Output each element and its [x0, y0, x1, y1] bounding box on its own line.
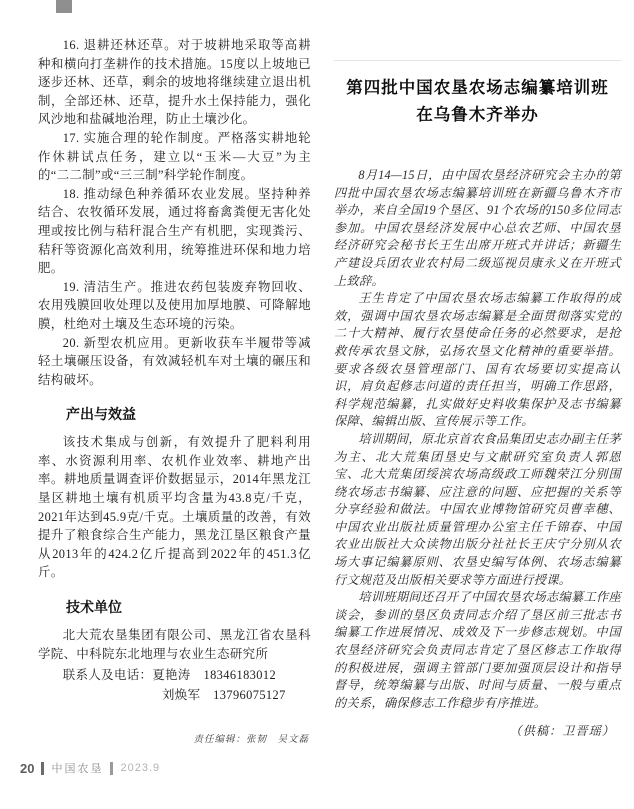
- article-title-line1: 第四批中国农垦农场志编纂培训班: [346, 79, 609, 97]
- paragraph: 20. 新型农机应用。更新收获车半履带等减轻土壤碾压设备，有效减轻机车对土壤的碾压和结构破坏。: [38, 335, 311, 387]
- section-heading-technical-unit: 技术单位: [66, 599, 122, 616]
- right-column-article: [334, 60, 621, 739]
- paragraph: 16. 退耕还林还草。对于坡耕地采取等高耕种和横向打垄耕作的技术措施。15度以上坡地已逐步还林、还草，剩余的坡地将继续建立退出机制，全部还林、还草，提升水土保持能力，强化风沙地和盐碱地治理，防止土壤沙化。: [38, 38, 311, 127]
- article-top-rule: [334, 60, 621, 61]
- section-heading-output-benefits: 产出与效益: [66, 406, 136, 423]
- article-body: [334, 167, 621, 739]
- footer-divider-bar: [110, 762, 113, 775]
- paragraph: 17. 实施合理的轮作制度。严格落实耕地轮作休耕试点任务，建立以“玉米—大豆”为主的“二二制”或“三三制”科学轮作制度。: [38, 130, 311, 183]
- article-title: [334, 75, 621, 129]
- contributor-byline: （供稿：卫晋瑶）: [509, 724, 615, 739]
- page-footer: [20, 760, 160, 776]
- issue-number: 2023.9: [120, 762, 161, 774]
- article-title-line2: 在乌鲁木齐举办: [416, 106, 539, 124]
- footer-divider-bar: [41, 762, 44, 775]
- paragraph: 19. 清洁生产。推进农药包装废弃物回收、农用残膜回收处理以及使用加厚地膜、可降解地膜，杜绝对土壤及生态环境的污染。: [38, 279, 311, 331]
- page-corner-mark: [56, 0, 72, 13]
- contact-line: 联系人及电话：夏艳涛 18346183012: [62, 668, 277, 683]
- technical-unit-organizations: 北大荒农垦集团有限公司、黑龙江省农垦科学院、中科院东北地理与农业生态研究所: [38, 628, 311, 662]
- paragraph: 18. 推动绿色种养循环农业发展。坚持种养结合、农牧循环发展，通过将畜禽粪便无害化处理或按比例与秸秆混合生产有机肥，实现粪污、秸秆等资源化高效利用，统筹推进环保和地力培肥。: [38, 186, 311, 276]
- page-number: 20: [20, 760, 35, 776]
- paragraph: 培训期间，原北京首农食品集团史志办副主任茅为主、北大荒集团垦史与文献研究室负责人郭恩宝、北大荒集团绥滨农场高级政工师魏荣江分别围绕农场志书编纂、应注意的问题、应把握的关系等分享经验和做法。中国农业博物馆研究员曹幸穗、中国农业出版社质量管理办公室主任千锦春、中国农业出版社大众读物出版分社社长王庆宁分别从农场大事记编纂原则、农垦史编写体例、农场志编纂行文规范及出版相关要求等方面进行授课。: [334, 431, 621, 587]
- paragraph: 该技术集成与创新，有效提升了肥料利用率、水资源利用率、农机作业效率、耕地产出率。耕地质量调查评价数据显示，2014年黑龙江垦区耕地土壤有机质平均含量为43.8克/千克，2021年达到45.9克/千克。土壤质量的改善，有效提升了粮食综合生产能力，黑龙江垦区粮食产量从2013年的424.2亿斤提高到2022年的451.3亿斤。: [38, 435, 311, 580]
- paragraph: 王生肯定了中国农垦农场志编纂工作取得的成效，强调中国农垦农场志编纂是全面贯彻落实党的二十大精神、履行农垦使命任务的必然要求，是抢救传承农垦文脉，弘扬农垦文化精神的重要举措。要求各级农垦管理部门、国有农场要切实提高认识，肩负起修志问道的责任担当，明确工作思路，科学规范编纂，扎实做好史料收集保护及志书编纂保障、编辑出版、宣传展示等工作。: [334, 291, 621, 429]
- responsible-editor-note: 责任编辑：张韧 吴文磊: [193, 735, 309, 746]
- paragraph: 培训班期间还召开了中国农垦农场志编纂工作座谈会，参训的垦区负责同志介绍了垦区前三批志书编纂工作进展情况、成效及下一步修志规划。中国农垦经济研究会负责同志肯定了垦区修志工作取得的积极进展，强调主管部门要加强顶层设计和指导督导，统筹编纂与出版、时间与质量、一般与重点的关系，确保修志工作稳步有序推进。: [334, 590, 621, 710]
- paragraph: 8月14—15日，由中国农垦经济研究会主办的第四批中国农垦农场志编纂培训班在新疆乌鲁木齐市举办，来自全国19个垦区、91个农场的150多位同志参加。中国农垦经济发展中心总农艺师、中国农垦经济研究会秘书长王生出席开班式并讲话；新疆生产建设兵团农业农村局二级巡视员康永义在开班式上致辞。: [334, 168, 621, 288]
- left-column: [38, 36, 311, 745]
- magazine-name: 中国农垦: [51, 763, 104, 775]
- contact-line: 刘焕军 13796075127: [162, 687, 286, 702]
